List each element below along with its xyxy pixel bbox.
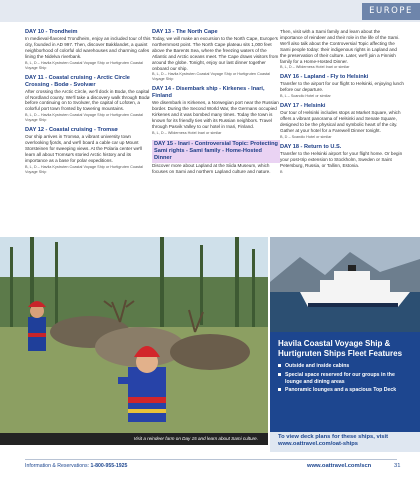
day-title: DAY 12 - Coastal cruising - Tromsø — [25, 127, 118, 134]
website-link[interactable]: www.oattravel.com/scn — [307, 463, 372, 469]
day-meals: B, L, D – Havila Kystruten Coastal Voyage Ship or Hurtigruten Coastal Voyage Ship — [25, 113, 143, 123]
day-15 — [152, 140, 280, 175]
day-title: DAY 13 - The North Cape — [152, 29, 218, 35]
day-title: DAY 16 - Lapland - Fly to Helsinki — [280, 74, 369, 81]
phone-number[interactable]: 1-800-955-1925 — [90, 463, 128, 469]
feature-text: Outside and inside cabins — [285, 363, 350, 369]
day-text: Our tour of Helsinki includes stops at Market Square, which offers a vibrant panorama of Helsinki and Senate Square, designed to be the physical and symbolic heart of the city. Gather at your hotel for a Farewell Dinner tonight. — [280, 110, 401, 133]
day-text: Transfer to the airport for our flight to Helsinki, enjoying lunch before our departure. — [280, 81, 404, 93]
day-meals: B, L, D – Havila Kystruten Coastal Voyage Ship or Hurtigruten Coastal Voyage Ship — [25, 60, 143, 70]
fleet-features-box — [270, 332, 420, 432]
features-list — [278, 363, 412, 394]
itinerary-column-3 — [280, 29, 404, 179]
deck-plans-link[interactable]: www.oattravel.com/oat-ships — [278, 441, 358, 448]
features-title: Havila Coastal Voyage Ship & Hurtigruten Ships Fleet Features — [278, 339, 403, 358]
feature-item — [278, 387, 412, 394]
day-meals: B, L, D – Wilderness Hotel Inari or similar — [152, 130, 222, 135]
day-meals: B, L – Scandic Hotel or similar — [280, 94, 331, 99]
day-text: After crossing the Arctic Circle, we'll dock in Bodø, the capital of Nordland county. We'll take a discovery walk through Bodø before continuing on to Svolvær, the capital of Lofoten, a colorful port town fronted by towering mountains. — [25, 88, 150, 112]
day-title: DAY 14 - Disembark ship - Kirkenes - Inari, Finland — [152, 86, 265, 100]
reservations-line — [25, 463, 127, 469]
day-18 — [280, 144, 404, 175]
bullet-icon — [278, 373, 281, 376]
day-title: DAY 11 - Coastal cruising - Arctic Circle Crossing - Bodø - Svolvær — [25, 74, 130, 88]
day-text: Then, visit with a Sami family and learn about the importance of reindeer and their role in the life of the Sami. We'll also talk about the Controversial Topic affecting the Sami people today: their indigenous rights in Lapland and the preservation of their culture. Later, we'll join a Finnish family for a Home-Hosted Dinner. — [280, 29, 400, 64]
phone-label: Information & Reservations: — [25, 463, 90, 469]
page-number: 31 — [394, 463, 401, 469]
day-13 — [152, 29, 280, 82]
footer-divider — [25, 459, 397, 460]
page-footer — [0, 459, 420, 475]
itinerary-column-2 — [152, 29, 280, 179]
day-text: Today, we will make an excursion to the North Cape, Europe's northernmost point. The North Cape plateau sits 1,000 feet above the Barents Sea, where the freezing waters of the Atlantic and Arctic oceans meet. The Cape draws visitors from around the globe. Tonight, enjoy our last dinner together onboard our ship. — [152, 36, 279, 71]
region-tag: EUROPE — [362, 3, 420, 20]
day-meals: B — [280, 169, 283, 174]
coastal-ship-photo — [270, 237, 420, 332]
header-band — [0, 0, 420, 22]
itinerary-column-1 — [25, 29, 153, 179]
day-text: Our ship arrives in Tromsø, a vibrant university town overlooking fjords, and we'll board a cable car up Mount Storsteinen for sweeping views. At the Polaria center we'll learn all about Tromsø's storied Arctic history and its importance as a base for polar expeditions. — [25, 134, 143, 163]
day-meals: B, L, D – Havila Kystruten Coastal Voyage Ship or Hurtigruten Coastal Voyage Ship — [152, 72, 270, 82]
day-text: In medieval-flavored Trondheim, enjoy an included tour of this city, founded in AD 997. Then, discover Bakklandet, a quaint neighborhood of colorful old warehouses and charming cafes lining the Nidelva riverbank. — [25, 36, 151, 59]
day-text: Discover more about Lapland at the Siida Museum, which focuses on Sami and northern Lapland culture and nature. — [152, 162, 271, 174]
deck-plans-text: To view deck plans for these ships, visit — [278, 434, 389, 440]
feature-text: Panoramic lounges and a spacious Top Deck — [285, 387, 397, 394]
feature-item — [278, 372, 412, 386]
reindeer-scene-illustration — [0, 237, 268, 445]
reindeer-farm-photo — [0, 237, 268, 445]
day-17 — [280, 103, 404, 140]
day-text: Transfer to the Helsinki airport for your flight home. Or begin your post-trip extension to Stockholm, Sweden or Saint Petersburg, Russia, or Tallinn, Estonia. — [280, 150, 403, 168]
feature-text: Special space reserved for our groups in the lounge and dining areas — [285, 371, 395, 385]
bullet-icon — [278, 388, 281, 391]
day-15-continued — [280, 29, 404, 70]
day-10 — [25, 29, 153, 71]
day-title: DAY 10 - Trondheim — [25, 29, 78, 35]
feature-item — [278, 363, 412, 370]
bullet-icon — [278, 364, 281, 367]
photo-caption: Visit a reindeer farm on Day 15 and learn about Sami culture. — [0, 433, 268, 445]
day-title: DAY 17 - Helsinki — [280, 103, 326, 110]
day-16 — [280, 74, 404, 99]
day-11 — [25, 75, 153, 124]
deck-plans-box — [270, 432, 420, 452]
ship-illustration — [270, 237, 420, 332]
day-meals: B, L, D – Wilderness Hotel Inari or similar — [280, 65, 350, 70]
day-title-highlighted: DAY 15 - Inari - Controversial Topic: Protecting Sami rights - Sami family - Home-Hosted Dinner — [152, 140, 280, 163]
day-text: We disembark in Kirkenes, a Norwegian port near the Russian border. During the Second World War, the Germans occupied Kirkenes and it was bombed many times. Today the town is known for its friendly ties with its Russian neighbors. Travel through Pasvik Valley to our hotel in Inari, Finland. — [152, 100, 279, 130]
day-12 — [25, 127, 153, 175]
day-meals: B, D – Scandic Hotel or similar — [280, 134, 332, 139]
day-title: DAY 18 - Return to U.S. — [280, 143, 342, 150]
day-14 — [152, 86, 280, 136]
day-meals: B, L, D – Havila Kystruten Coastal Voyage Ship or Hurtigruten Coastal Voyage Ship — [25, 164, 143, 174]
